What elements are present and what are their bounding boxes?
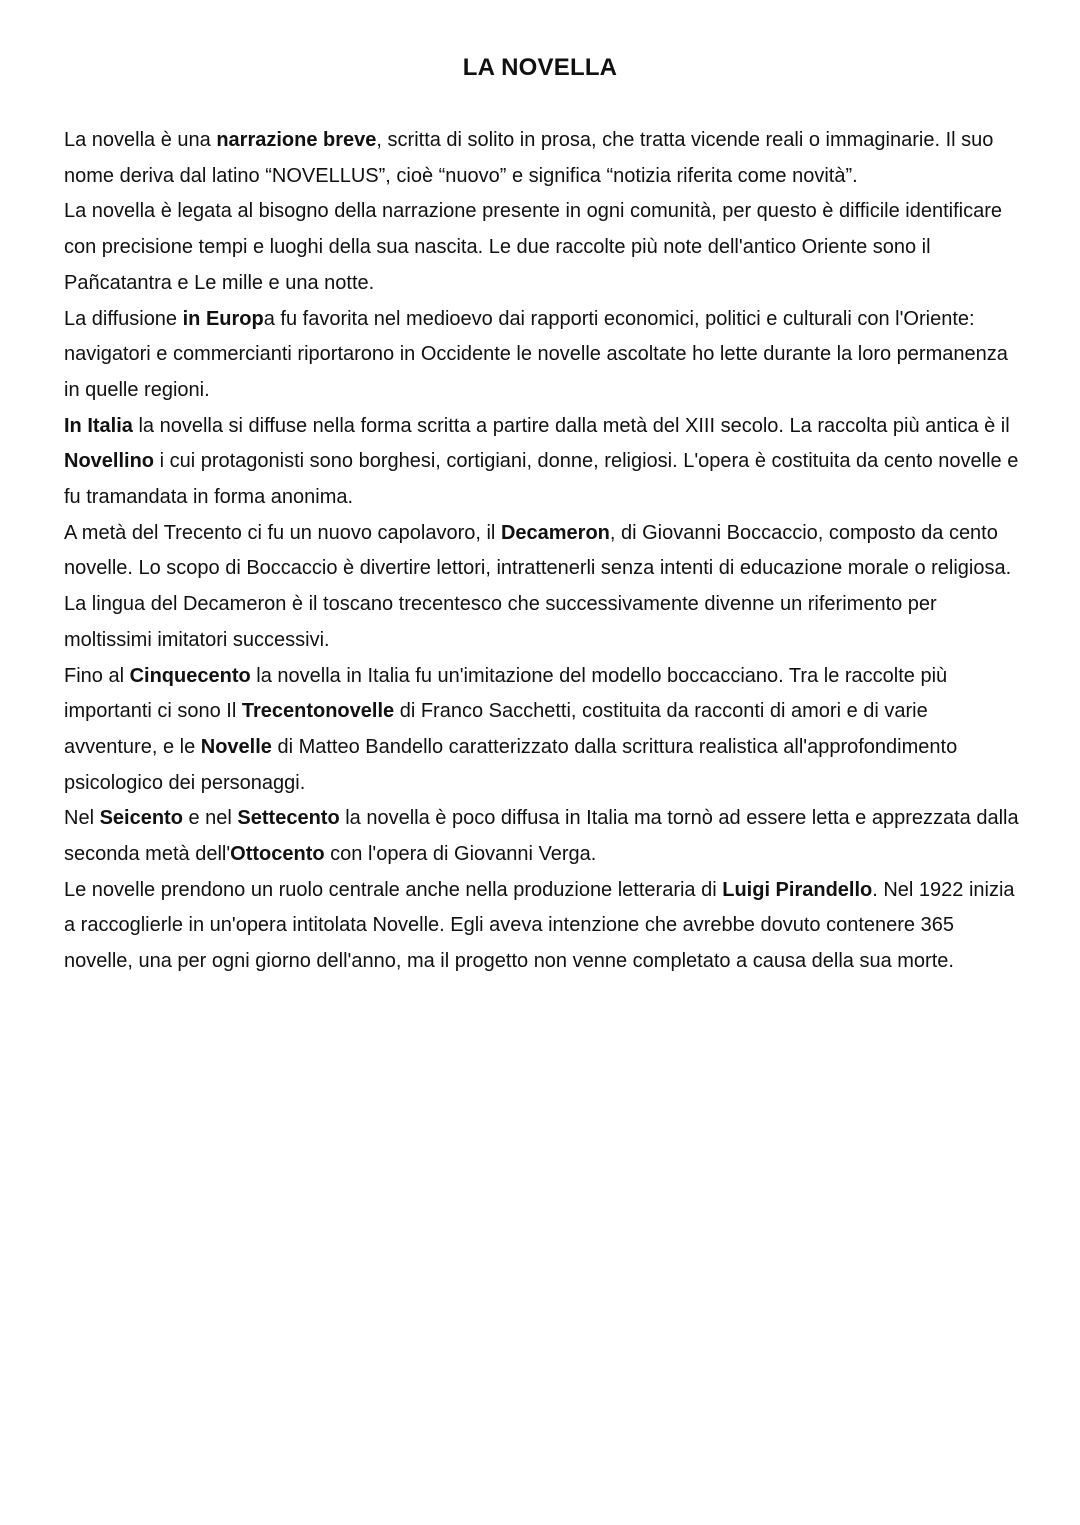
text-run: . Nel 1922 inizia a raccoglierle in un'opera intitolata Novelle. Egli aveva intenzione che avrebbe dovuto contenere 365 novelle, una per ogni giorno dell'anno, ma il progetto non venne completato a causa della sua morte. xyxy=(64,878,1015,973)
text-run: Fino al xyxy=(64,664,130,687)
bold-text: Settecento xyxy=(237,807,340,830)
bold-text: Novellino xyxy=(64,450,155,473)
bold-text: Novelle xyxy=(200,735,272,758)
paragraph xyxy=(64,516,1024,659)
paragraph xyxy=(64,194,1024,301)
text-run: La diffusione xyxy=(64,307,183,330)
paragraph xyxy=(64,801,1024,872)
bold-text: in Europ xyxy=(182,307,264,330)
bold-text: Cinquecento xyxy=(129,664,251,687)
text-run: , di Giovanni Boccaccio, composto da cento novelle. Lo scopo di Boccaccio è divertire lettori, intrattenerli senza intenti di educazione morale o religiosa. La lingua del Decameron è il toscano trecentesco che successivamente divenne un riferimento per moltissimi imitatori successivi. xyxy=(64,521,1012,651)
paragraph xyxy=(64,659,1024,802)
bold-text: Seicento xyxy=(99,807,183,830)
text-run: Nel xyxy=(64,807,100,830)
text-run: di Matteo Bandello caratterizzato dalla scrittura realistica all'approfondimento psicologico dei personaggi. xyxy=(64,735,958,794)
text-run: , scritta di solito in prosa, che tratta vicende reali o immaginarie. Il suo nome deriva dal latino “NOVELLUS”, cioè “nuovo” e significa “notizia riferita come novità”. xyxy=(64,129,994,187)
text-run: di Franco Sacchetti, costituita da racconti di amori e di varie avventure, e le xyxy=(64,700,928,758)
bold-text: Luigi Pirandello xyxy=(722,878,873,901)
text-run: la novella è poco diffusa in Italia ma tornò ad essere letta e apprezzata dalla seconda metà dell' xyxy=(64,807,1019,866)
text-run: a fu favorita nel medioevo dai rapporti economici, politici e culturali con l'Oriente: navigatori e commercianti riportarono in Occidente le novelle ascoltate ho lette durante la loro permanenza in quelle regioni. xyxy=(64,307,1008,401)
text-run: con l'opera di Giovanni Verga. xyxy=(324,843,597,866)
bold-text: Decameron xyxy=(500,521,610,544)
bold-text: narrazione breve xyxy=(216,129,377,151)
bold-text: Ottocento xyxy=(230,843,325,866)
text-run: e nel xyxy=(182,807,238,830)
paragraph xyxy=(64,409,1024,516)
bold-text: Trecentonovelle xyxy=(241,700,395,723)
paragraph xyxy=(64,123,1024,194)
text-run: La novella è legata al bisogno della narrazione presente in ogni comunità, per questo è difficile identificare con precisione tempi e luoghi della sua nascita. Le due raccolte più note dell'antico Oriente sono il Pañcatantra e Le mille e una notte. xyxy=(64,200,1003,294)
text-run: La novella è una xyxy=(64,129,217,151)
text-run: i cui protagonisti sono borghesi, cortigiani, donne, religiosi. L'opera è costituita da cento novelle e fu tramandata in forma anonima. xyxy=(64,450,1019,509)
paragraph xyxy=(64,302,1024,409)
text-run: A metà del Trecento ci fu un nuovo capolavoro, il xyxy=(64,521,501,544)
text-run: la novella in Italia fu un'imitazione del modello boccacciano. Tra le raccolte più importanti ci sono Il xyxy=(64,664,948,723)
page-title: LA NOVELLA xyxy=(462,54,618,81)
paragraph xyxy=(64,873,1024,980)
bold-text: In Italia xyxy=(64,414,133,437)
text-run: Le novelle prendono un ruolo centrale anche nella produzione letteraria di xyxy=(64,878,723,901)
document-body xyxy=(64,123,1024,980)
text-run: la novella si diffuse nella forma scritta a partire dalla metà del XIII secolo. La raccolta più antica è il xyxy=(132,414,1010,437)
